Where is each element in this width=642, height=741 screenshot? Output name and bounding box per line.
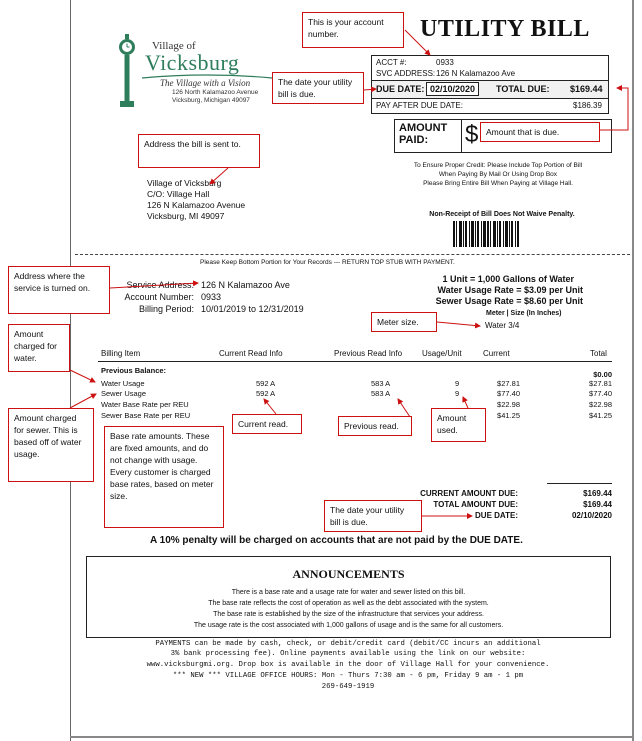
row-water-item: Water Usage	[101, 379, 145, 388]
callout-sewer-amount: Amount charged for sewer. This is based off of water usage.	[8, 408, 94, 482]
bill-title: UTILITY BILL	[420, 16, 590, 42]
non-receipt-notice: Non-Receipt of Bill Does Not Waive Penalty.	[429, 211, 575, 218]
row-sewer-base-total: $41.25	[589, 411, 612, 420]
logo-address-line2: Vicksburg, Michigan 49097	[172, 97, 250, 104]
arrow-water	[70, 370, 95, 382]
row-sewer-current: $77.40	[497, 389, 520, 398]
mail-line1: Village of Vicksburg	[147, 178, 222, 188]
instruction-line1: To Ensure Proper Credit: Please Include Top Portion of Bill	[413, 162, 583, 169]
callout-due-date-bottom: The date your utility bill is due.	[324, 500, 422, 532]
row-sewer-base-item: Sewer Base Rate per REU	[101, 411, 191, 420]
svc-label: SVC ADDRESS:	[376, 69, 436, 78]
callout-amount-used: Amount used.	[431, 408, 486, 442]
payments-line: PAYMENTS can be made by cash, check, or debit/credit card (debit/CC incurs an additional	[155, 640, 541, 648]
meter-header: Meter | Size (In Inches)	[486, 310, 562, 317]
billing-period-value: 10/01/2019 to 12/31/2019	[201, 304, 304, 314]
svc-value: 126 N Kalamazoo Ave	[436, 69, 516, 78]
billing-period-label: Billing Period:	[138, 304, 194, 314]
due-row	[372, 81, 608, 99]
callout-meter-size: Meter size.	[371, 312, 437, 332]
logo-tagline: The Village with a Vision	[160, 78, 251, 88]
mail-line2: C/O: Village Hall	[147, 189, 210, 199]
due-date-value: 02/10/2020	[571, 511, 612, 520]
penalty-notice: A 10% penalty will be charged on accounts that are not paid by the DUE DATE.	[150, 535, 523, 546]
acct-row	[372, 56, 608, 67]
amount-paid-divider	[461, 120, 462, 152]
col-previous-read: Previous Read Info	[334, 349, 403, 358]
announcement-line: The usage rate is the cost associated with 1,000 gallons of usage and is the same for all customers.	[193, 622, 504, 629]
barcode	[453, 221, 519, 247]
table-header-rule	[98, 361, 612, 362]
callout-base-rate: Base rate amounts. These are fixed amounts, and do not change with usage. Every customer is charged base rates, based on meter size.	[104, 426, 224, 528]
arrow-current-read	[264, 399, 276, 414]
row-sewer-base-current: $41.25	[497, 411, 520, 420]
tear-line	[75, 254, 630, 255]
page-left-border	[70, 0, 71, 741]
previous-balance-total: $0.00	[593, 370, 612, 379]
total-due-value: $169.44	[583, 500, 612, 509]
svc-row	[372, 67, 608, 81]
clock-tower-icon	[116, 34, 138, 110]
payments-line: www.vicksburgmi.org. Drop box is available in the door of Village Hall for your convenience.	[146, 661, 550, 669]
row-water-total: $27.81	[589, 379, 612, 388]
row-water-base-current: $22.98	[497, 400, 520, 409]
arrow-meter	[437, 322, 480, 326]
row-water-base-total: $22.98	[589, 400, 612, 409]
arrow-previous-read	[398, 399, 410, 417]
announcement-line: The base rate reflects the cost of operation as well as the debt associated with the system.	[208, 600, 489, 607]
row-water-cur-read: 592 A	[256, 379, 276, 388]
total-label: TOTAL DUE:	[496, 84, 550, 94]
unit-definition: 1 Unit = 1,000 Gallons of Water	[442, 274, 574, 284]
payments-line: 3% bank processing fee). Online payments available using the link on our website:	[170, 650, 526, 658]
callout-due-date-top: The date your utility bill is due.	[272, 72, 364, 104]
phone-line: 269-649-1919	[321, 683, 375, 691]
logo-address-line1: 126 North Kalamazoo Avenue	[172, 89, 259, 96]
callout-current-read: Current read.	[232, 414, 302, 434]
instruction-line2: When Paying By Mail Or Using Drop Box	[438, 171, 558, 178]
page-right-border	[632, 0, 634, 741]
arrow-sewer	[70, 394, 96, 408]
account-number-label: Account Number:	[124, 292, 194, 302]
current-due-label: CURRENT AMOUNT DUE:	[420, 489, 518, 498]
row-sewer-item: Sewer Usage	[101, 389, 147, 398]
row-water-usage: 9	[455, 379, 460, 388]
service-address-label: Service Address:	[126, 280, 194, 290]
col-current: Current	[483, 349, 510, 358]
row-sewer-total: $77.40	[589, 389, 612, 398]
col-usage: Usage/Unit	[422, 349, 462, 358]
col-current-read: Current Read Info	[219, 349, 283, 358]
after-due-row	[372, 99, 608, 112]
logo-name: Vicksburg	[145, 50, 240, 75]
instruction-line3: Please Bring Entire Bill When Paying at Village Hall.	[423, 180, 573, 187]
row-water-prev-read: 583 A	[371, 379, 391, 388]
logo-village-of: Village of	[152, 40, 196, 52]
announcement-line: There is a base rate and a usage rate for water and sewer listed on this bill.	[231, 589, 466, 596]
service-address-value: 126 N Kalamazoo Ave	[201, 280, 290, 290]
callout-previous-read: Previous read.	[338, 416, 412, 436]
account-number-value: 0933	[201, 292, 222, 302]
mail-line4: Vicksburg, MI 49097	[147, 211, 225, 221]
due-value: 02/10/2020	[426, 82, 479, 96]
announcement-line: The base rate is established by the size of the infrastructure that services your address.	[213, 611, 484, 618]
office-hours-line: *** NEW *** VILLAGE OFFICE HOURS: Mon - Thurs 7:30 am - 6 pm, Friday 9 am - 1 pm	[172, 672, 524, 680]
after-due-value: $186.39	[573, 101, 602, 110]
arrow-usage	[463, 397, 468, 408]
callout-address-sent: Address the bill is sent to.	[138, 134, 260, 168]
amount-paid-label: AMOUNT PAID:	[399, 122, 448, 146]
callout-account-number: This is your account number.	[302, 12, 404, 48]
callout-amount-due: Amount that is due.	[480, 122, 600, 142]
meter-value: Water 3/4	[485, 321, 520, 330]
dollar-sign: $	[465, 121, 479, 148]
acct-value: 0933	[436, 58, 454, 67]
callout-service-address: Address where the service is turned on.	[8, 266, 110, 314]
announcements-box	[86, 556, 611, 638]
row-sewer-prev-read: 583 A	[371, 389, 391, 398]
page-bottom-border	[70, 736, 634, 738]
row-sewer-usage: 9	[455, 389, 460, 398]
col-total: Total	[590, 349, 607, 358]
after-due-label: PAY AFTER DUE DATE:	[376, 101, 463, 110]
row-water-current: $27.81	[497, 379, 520, 388]
announcements-title: ANNOUNCEMENTS	[292, 567, 405, 581]
sewer-rate: Sewer Usage Rate = $8.60 per Unit	[435, 296, 583, 306]
current-due-value: $169.44	[583, 489, 612, 498]
col-billing-item: Billing Item	[101, 349, 141, 358]
mailing-address	[147, 178, 245, 222]
due-date-label: DUE DATE:	[475, 511, 518, 520]
tear-instructions: Please Keep Bottom Portion for Your Records --- RETURN TOP STUB WITH PAYMENT.	[200, 259, 455, 266]
acct-label: ACCT #:	[376, 58, 407, 67]
mail-line3: 126 N Kalamazoo Avenue	[147, 200, 246, 210]
totals-rule	[547, 483, 612, 484]
row-water-base-item: Water Base Rate per REU	[101, 400, 189, 409]
water-rate: Water Usage Rate = $3.09 per Unit	[437, 285, 583, 295]
previous-balance-label: Previous Balance:	[101, 366, 167, 375]
due-label: DUE DATE:	[376, 84, 425, 94]
account-box	[371, 55, 609, 114]
callout-water-amount: Amount charged for water.	[8, 324, 70, 372]
total-value: $169.44	[570, 84, 603, 94]
total-due-label: TOTAL AMOUNT DUE:	[433, 500, 518, 509]
row-sewer-cur-read: 592 A	[256, 389, 276, 398]
